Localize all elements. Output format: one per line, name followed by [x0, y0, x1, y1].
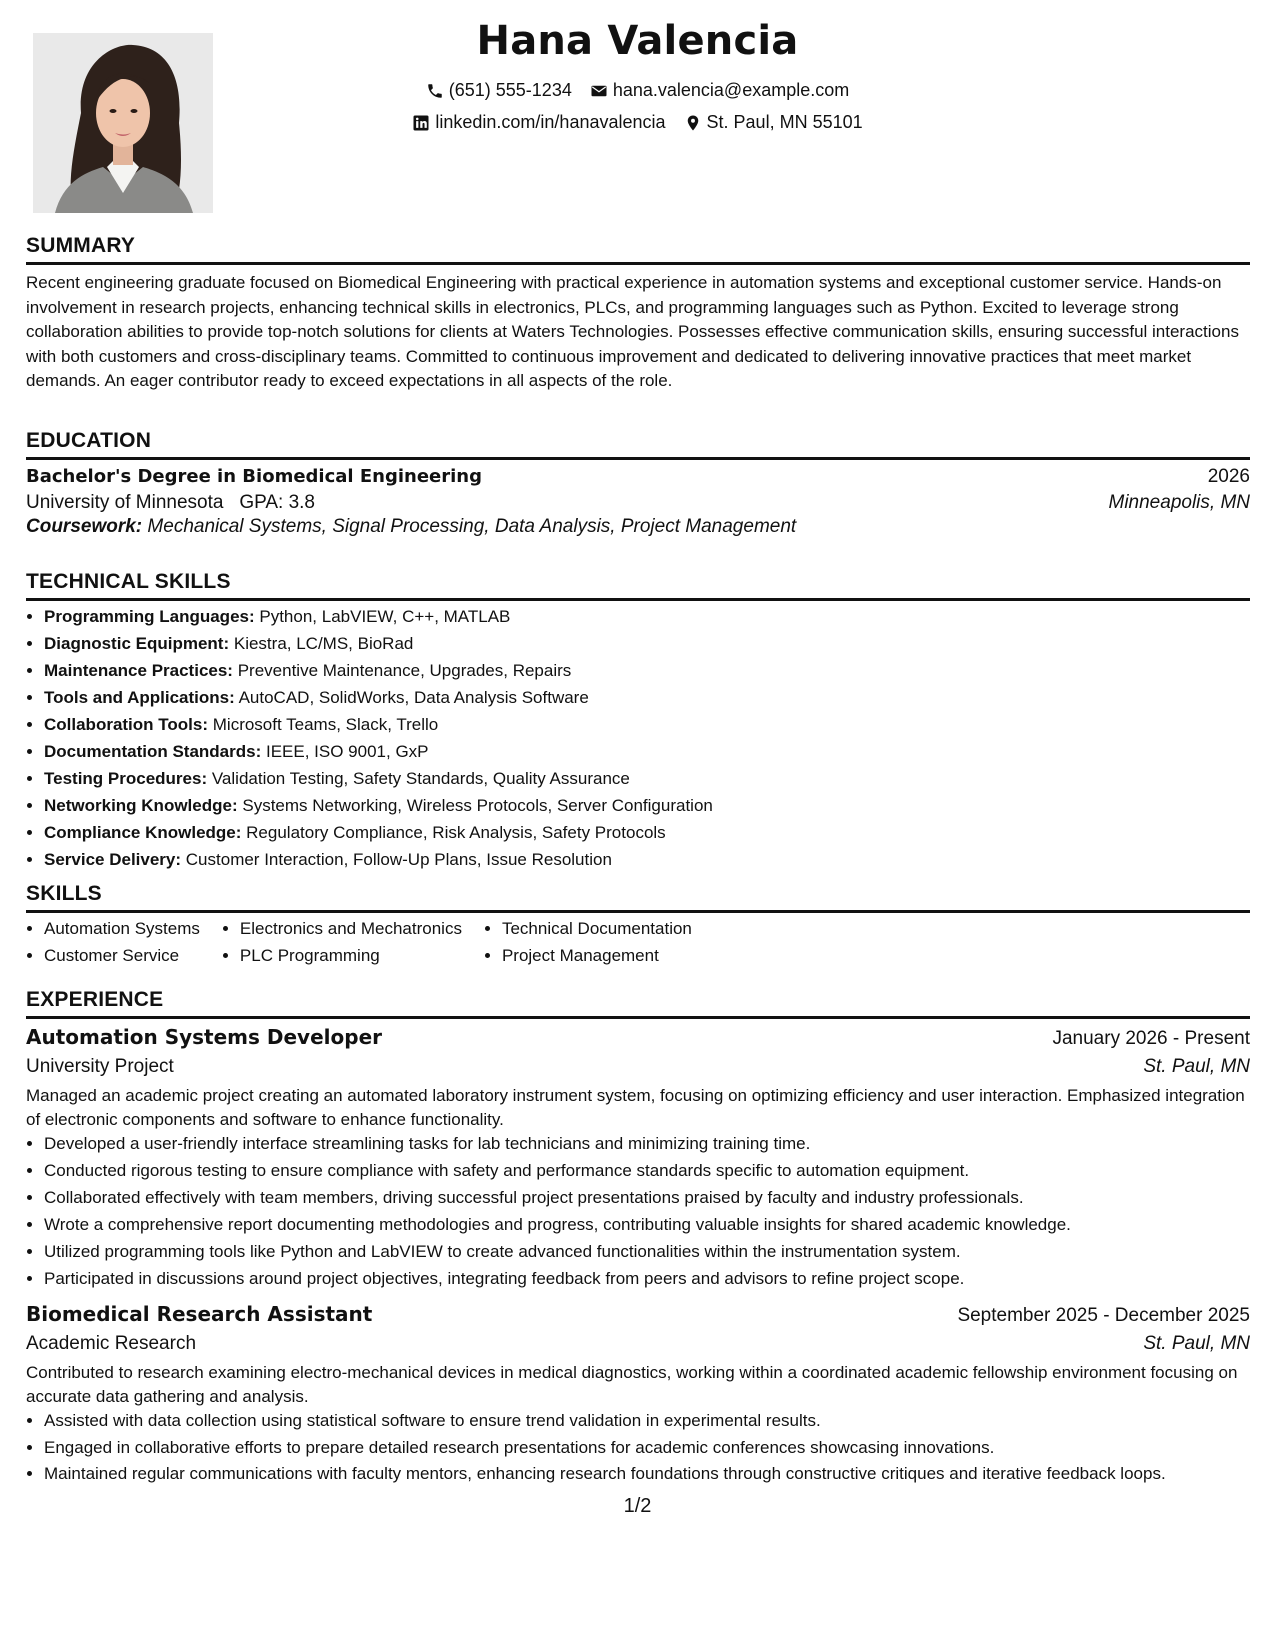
skill-value: AutoCAD, SolidWorks, Data Analysis Software	[238, 688, 589, 707]
summary-section	[26, 234, 1250, 394]
skill-value: IEEE, ISO 9001, GxP	[265, 742, 429, 761]
list-item: • Collaborated effectively with team members, driving successful project presentations praised by faculty and industry professionals.	[44, 1184, 1250, 1211]
school-name: University of Minnesota	[26, 492, 224, 513]
job-description: Contributed to research examining electro-mechanical devices in medical diagnostics, working within a coordinated academic fellowship environment focusing on accurate data gathering and analysis.	[26, 1363, 1238, 1406]
list-item: • Automation Systems	[44, 915, 200, 942]
page-number: 1/2	[623, 1495, 652, 1517]
technical-skills-list	[26, 603, 1250, 873]
skill-label: Programming Languages:	[44, 607, 255, 626]
list-item: • Electronics and Mechatronics	[240, 915, 462, 942]
skill-value: Kiestra, LC/MS, BioRad	[233, 634, 414, 653]
job-entry	[26, 1025, 1250, 1292]
skills-column	[26, 915, 200, 969]
skill-label: Collaboration Tools:	[44, 715, 209, 734]
school-info	[26, 492, 315, 514]
list-item: • Technical Documentation	[502, 915, 692, 942]
location-contact	[684, 112, 863, 133]
list-item	[44, 846, 1250, 873]
list-item	[44, 657, 1250, 684]
education-degree-row	[26, 466, 1250, 488]
skill-label: Maintenance Practices:	[44, 661, 233, 680]
skill-value: Systems Networking, Wireless Protocols, Server Configuration	[242, 796, 713, 815]
list-item: • Developed a user-friendly interface streamlining tasks for lab technicians and minimizing training time.	[44, 1130, 1250, 1157]
skill-value: Preventive Maintenance, Upgrades, Repairs	[237, 661, 572, 680]
list-item	[44, 684, 1250, 711]
job-date: January 2026 - Present	[1052, 1028, 1250, 1049]
coursework-label: Coursework:	[26, 516, 143, 537]
skills-column	[222, 915, 462, 969]
job-org: University Project	[26, 1056, 174, 1077]
contact-row-2	[0, 112, 1275, 133]
envelope-icon	[590, 82, 608, 100]
skill-label: Documentation Standards:	[44, 742, 262, 761]
skill-value: Microsoft Teams, Slack, Trello	[212, 715, 439, 734]
section-title-education: EDUCATION	[26, 429, 1250, 460]
section-title-skills: SKILLS	[26, 882, 1250, 913]
skill-label: Networking Knowledge:	[44, 796, 238, 815]
section-title-experience: EXPERIENCE	[26, 988, 1250, 1019]
skill-value: Python, LabVIEW, C++, MATLAB	[259, 607, 511, 626]
skill-label: Tools and Applications:	[44, 688, 235, 707]
list-item: • Assisted with data collection using statistical software to ensure trend validation in experimental results.	[44, 1407, 1250, 1434]
job-entry	[26, 1302, 1250, 1487]
skill-label: Compliance Knowledge:	[44, 823, 242, 842]
list-item: • Project Management	[502, 942, 692, 969]
experience-section	[26, 988, 1250, 1487]
technical-skills-section	[26, 570, 1250, 873]
phone-contact[interactable]	[426, 80, 572, 101]
contact-row-1	[0, 80, 1275, 101]
coursework-line	[26, 516, 1250, 538]
candidate-name: Hana Valencia	[476, 18, 799, 64]
phone-text: (651) 555-1234	[448, 80, 572, 100]
linkedin-icon	[412, 114, 430, 132]
job-header-row	[26, 1025, 1250, 1050]
list-item: • Conducted rigorous testing to ensure compliance with safety and performance standards specific to automation equipment.	[44, 1157, 1250, 1184]
skill-value: Validation Testing, Safety Standards, Quality Assurance	[211, 769, 630, 788]
job-description: Managed an academic project creating an automated laboratory instrument system, focusing on optimizing efficiency and user interaction. Emphasized integration of electronic components and software to enhance functionality.	[26, 1086, 1245, 1129]
list-item	[44, 738, 1250, 765]
linkedin-text: linkedin.com/in/hanavalencia	[435, 112, 666, 132]
education-school-row	[26, 492, 1250, 514]
phone-icon	[426, 82, 444, 100]
job-location: St. Paul, MN	[1143, 1056, 1250, 1077]
email-text: hana.valencia@example.com	[612, 80, 850, 100]
section-title-summary: SUMMARY	[26, 234, 1250, 265]
list-item: • Participated in discussions around project objectives, integrating feedback from peers and advisors to refine project scope.	[44, 1265, 1250, 1292]
job-bullets	[26, 1130, 1250, 1292]
job-org-row	[26, 1333, 1250, 1355]
list-item	[44, 765, 1250, 792]
job-bullets	[26, 1407, 1250, 1487]
skills-column	[484, 915, 692, 969]
school-location: Minneapolis, MN	[1108, 492, 1250, 513]
list-item	[44, 603, 1250, 630]
list-item: • Engaged in collaborative efforts to prepare detailed research presentations for academic conferences showcasing innovations.	[44, 1434, 1250, 1461]
graduation-year: 2026	[1207, 466, 1250, 487]
skill-value: Customer Interaction, Follow-Up Plans, Issue Resolution	[185, 850, 612, 869]
job-org: Academic Research	[26, 1333, 197, 1354]
skills-grid	[26, 915, 1250, 969]
list-item: • Maintained regular communications with faculty mentors, enhancing research foundations through constructive critiques and iterative feedback loops.	[44, 1461, 1250, 1487]
skill-label: Diagnostic Equipment:	[44, 634, 230, 653]
list-item	[44, 792, 1250, 819]
location-text: St. Paul, MN 55101	[706, 112, 863, 132]
linkedin-contact[interactable]	[412, 112, 665, 133]
list-item	[44, 630, 1250, 657]
email-contact[interactable]	[590, 80, 849, 101]
job-title: Automation Systems Developer	[26, 1025, 382, 1049]
skill-label: Service Delivery:	[44, 850, 182, 869]
skills-section	[26, 882, 1250, 969]
job-title: Biomedical Research Assistant	[26, 1302, 373, 1326]
list-item	[44, 819, 1250, 846]
list-item: • Customer Service	[44, 942, 200, 969]
list-item	[44, 711, 1250, 738]
skill-label: Testing Procedures:	[44, 769, 208, 788]
gpa: GPA: 3.8	[239, 492, 315, 513]
degree-name: Bachelor's Degree in Biomedical Engineering	[26, 466, 482, 487]
list-item: • Wrote a comprehensive report documenting methodologies and progress, contributing valuable insights for shared academic knowledge.	[44, 1211, 1250, 1238]
map-pin-icon	[684, 114, 702, 132]
list-item: • PLC Programming	[240, 942, 462, 969]
summary-text: Recent engineering graduate focused on Biomedical Engineering with practical experience in automation systems and exceptional customer service. Hands-on involvement in research projects, enhancing technical skills in electronics, PLCs, and programming languages such as Python. Excited to leverage strong collaboration abilities to provide top-notch solutions for clients at Waters Technologies. Possesses effective communication skills, ensuring successful interactions with both customers and cross-disciplinary teams. Committed to continuous improvement and dedicated to delivering innovative practices that meet market demands. An eager contributor ready to exceed expectations in all aspects of the role.	[26, 273, 1239, 390]
job-location: St. Paul, MN	[1143, 1333, 1250, 1354]
job-header-row	[26, 1302, 1250, 1327]
job-date: September 2025 - December 2025	[957, 1305, 1250, 1326]
education-section	[26, 429, 1250, 538]
skill-value: Regulatory Compliance, Risk Analysis, Safety Protocols	[246, 823, 666, 842]
job-org-row	[26, 1056, 1250, 1078]
list-item: • Utilized programming tools like Python and LabVIEW to create advanced functionalities within the instrumentation system.	[44, 1238, 1250, 1265]
coursework-list: Mechanical Systems, Signal Processing, Data Analysis, Project Management	[147, 516, 797, 537]
section-title-technical-skills: TECHNICAL SKILLS	[26, 570, 1250, 601]
